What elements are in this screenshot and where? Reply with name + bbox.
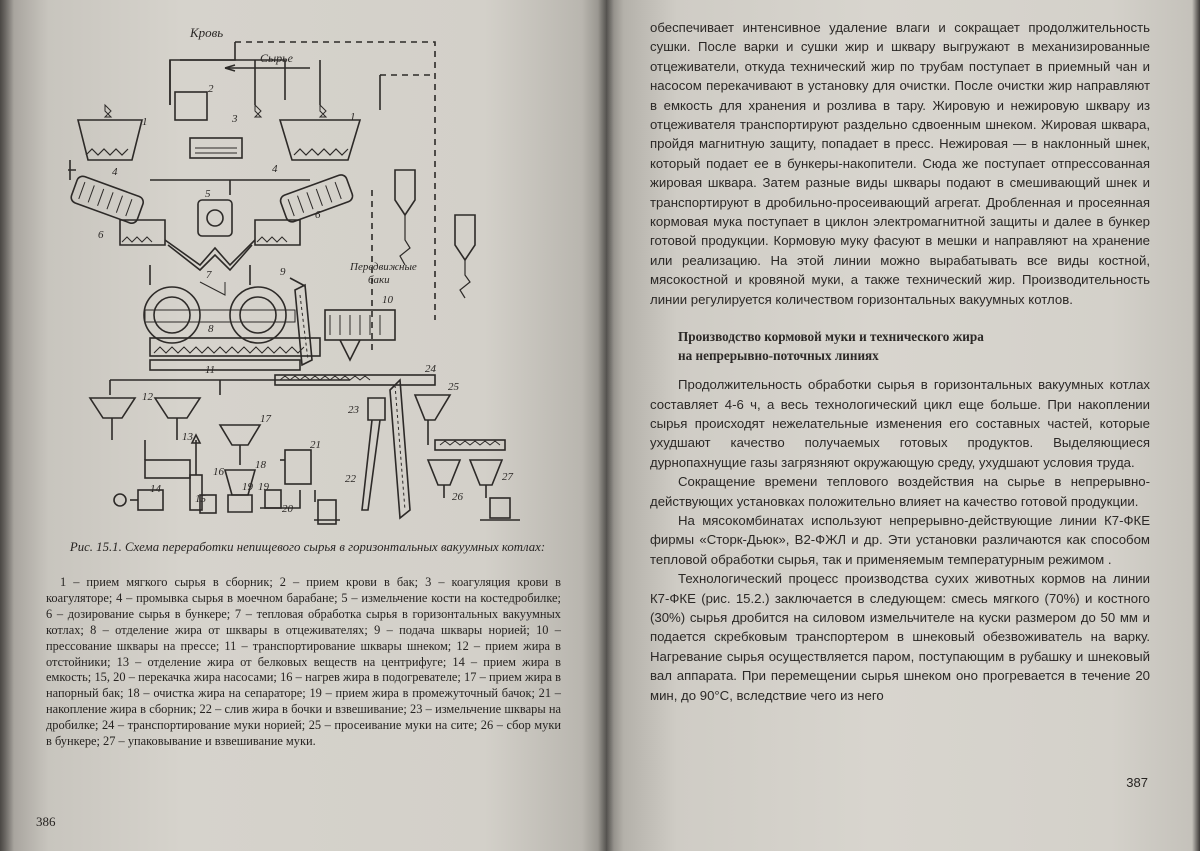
label-mobile-tanks-2: баки bbox=[368, 274, 390, 286]
page-edge bbox=[0, 0, 14, 851]
num-label: 6 bbox=[98, 229, 104, 241]
num-label: 16 bbox=[213, 466, 224, 478]
figure-number: Рис. 15.1. bbox=[69, 540, 122, 554]
label-raw: Сырье bbox=[260, 51, 293, 65]
page-number-left: 386 bbox=[36, 814, 56, 829]
right-page bbox=[606, 0, 1200, 851]
num-label: 26 bbox=[452, 491, 463, 503]
num-label: 12 bbox=[142, 391, 153, 403]
paragraph: обеспечивает интенсивное удаление влаги и сокращает продолжительность сушки. После варки и сушки жир и шквару выгружают в механизированные отцеживатели, откуда технический жир по трубам поступает в приемный чан и насосом перекачивают в установку для очистки. После очистки жир направляют в емкость для хранения и розлива в тару. Жировую и нежировую шквару из отцеживателя транспортируют раздельно сдвоенным шнеком. Жировая шквара, пройдя магнитную защиту, попадает в пресс. Нежировая — в наклонный шнек, который подает ее в бункеры-накопители. Сюда же поступает отпрессованная жировая шквара. Затем разные виды шквары подают в смешивающий шнек и транспортируют в дробильно-просеивающий агрегат. Дробленная и просеянная кормовая мука поступает в циклон электромагнитной защиты и далее в бункер готовой продукции. Кормовую муку фасуют в мешки и направляют на хранение или реализацию. На этой линии можно вырабатывать все виды костной, мясокостной и кровяной муки, а также технический жир. Производительность линии регулируется количеством горизонтальных вакуумных котлов. bbox=[650, 20, 1150, 307]
num-label: 6 bbox=[315, 209, 321, 221]
num-label: 13 bbox=[182, 431, 193, 443]
paragraph: Продолжительность обработки сырья в горизонтальных вакуумных котлах составляет 4-6 ч, а весь технологический цикл еще больше. При накоплении сырья происходят нежелательные изменения его составных частей, которые ухудшают качество получаемых готовых продуктов. Выделяющиеся дурнопахнущие газы загрязняют окружающую среду, ухудшают условия труда. bbox=[650, 377, 1150, 470]
num-label: 1 bbox=[350, 111, 356, 123]
num-label: 24 bbox=[425, 363, 436, 375]
legend-text: 1 – прием мягкого сырья в сборник; 2 – прием крови в бак; 3 – коагуляция крови в коагуляторе; 4 – промывка сырья в моечном барабане; 5 – измельчение кости на костедробилке; 6 – дозирование сырья в бункере; 7 – тепловая обработка сырья в горизонтальных вакуумных котлах; 8 – отделение жира от шквары в отцеживателях; 9 – подача шквары норией; 10 – прессование шквары на прессе; 11 – транспортирование шквары шнеком; 12 – прием жира в отстойники; 13 – отделение жира от белковых веществ на центрифуге; 14 – прием жира в емкость; 15, 20 – перекачка жира насосами; 16 – нагрев жира в подогревателе; 17 – прием жира в напорный бак; 18 – очистка жира на сепараторе; 19 – прием жира в промежуточный бачок; 21 – накопление жира в сборник; 22 – слив жира в бочки и взвешивание; 23 – измельчение шквары на дробилке; 24 – транспортирование муки норией; 25 – просеивание муки на сите; 26 – сбор муки в бункере; 27 – упаковывание и взвешивание муки. bbox=[46, 575, 561, 749]
diagram-svg bbox=[50, 20, 565, 530]
num-label: 3 bbox=[232, 113, 238, 125]
num-label: 15 bbox=[195, 493, 206, 505]
section-heading-line2: на непрерывно-поточных линиях bbox=[678, 348, 879, 364]
num-label: 25 bbox=[448, 381, 459, 393]
num-label: 14 bbox=[150, 483, 161, 495]
paragraph: На мясокомбинатах используют непрерывно-действующие линии К7-ФКЕ фирмы «Сторк-Дьюк», В2-ФЖЛ и др. Эти установки различаются как способом тепловой обработки сырья, так и применяемым температурным режимом . bbox=[650, 512, 1150, 567]
label-mobile-tanks-1: Передвижные bbox=[350, 261, 417, 273]
num-label: 17 bbox=[260, 413, 271, 425]
paragraph: Сокращение времени теплового воздействия на сырье в непрерывно-действующих установках положительно влияет на качество готовой продукции. bbox=[650, 474, 1150, 509]
num-label: 7 bbox=[206, 269, 212, 281]
page-number-right: 387 bbox=[1126, 775, 1148, 790]
section-heading-line1: Производство кормовой муки и технического жира bbox=[678, 329, 984, 345]
num-label: 19 bbox=[242, 481, 253, 493]
num-label: 9 bbox=[280, 266, 286, 278]
right-page-body bbox=[650, 18, 1150, 705]
num-label: 27 bbox=[502, 471, 513, 483]
num-label: 5 bbox=[205, 188, 211, 200]
num-label: 8 bbox=[208, 323, 214, 335]
num-label: 4 bbox=[112, 166, 118, 178]
label-blood: Кровь bbox=[190, 25, 224, 40]
num-label: 1 bbox=[142, 116, 148, 128]
book-gutter bbox=[598, 0, 614, 851]
num-label: 22 bbox=[345, 473, 356, 485]
num-label: 18 bbox=[255, 459, 266, 471]
num-label: 11 bbox=[205, 364, 216, 376]
num-label: 10 bbox=[382, 294, 393, 306]
num-label: 2 bbox=[208, 83, 214, 95]
num-label: 4 bbox=[272, 163, 278, 175]
page-edge bbox=[1192, 0, 1200, 851]
section-heading bbox=[678, 327, 1150, 365]
figure-caption bbox=[55, 540, 560, 556]
num-label: 23 bbox=[348, 404, 359, 416]
num-label: 20 bbox=[282, 503, 293, 515]
figure-caption-text: Схема переработки непищевого сырья в горизонтальных вакуумных котлах: bbox=[124, 540, 546, 554]
num-label: 19 bbox=[258, 481, 269, 493]
num-label: 21 bbox=[310, 439, 321, 451]
paragraph: Технологический процесс производства сухих животных кормов на линии К7-ФКЕ (рис. 15.2.) заключается в следующем: смесь мягкого (70%) и костного (30%) сырья дробится на силовом измельчителе на куски размером до 50 мм и подается скребковым транспортером в шнековый обезвоживатель на варку. Нагревание сырья осуществляется паром, поступающим в рубашку и шнековый вал аппарата. При перемещении сырья шнеком оно прогревается в течение 20 мин, до 90°С, вследствие чего из него bbox=[650, 571, 1150, 703]
figure-legend bbox=[46, 575, 561, 750]
process-diagram bbox=[50, 20, 565, 530]
